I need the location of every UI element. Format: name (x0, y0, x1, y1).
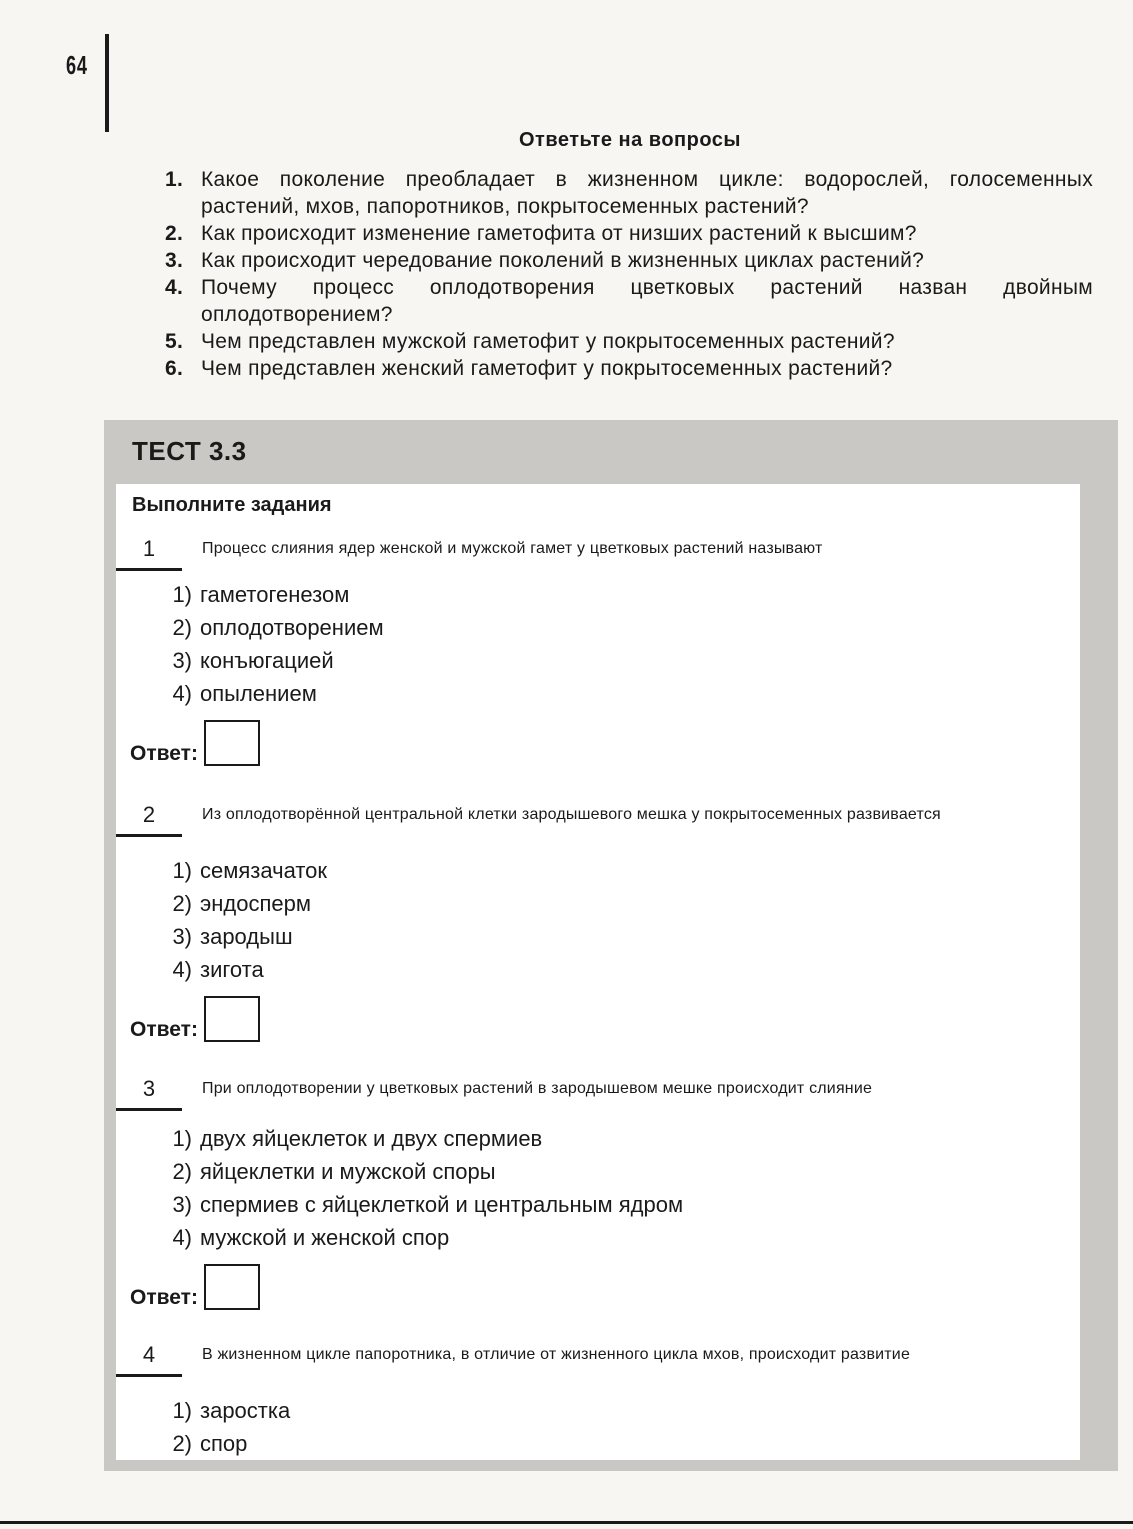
option-number: 4) (172, 1225, 192, 1250)
bottom-rule (0, 1521, 1133, 1524)
question-item (165, 328, 1093, 355)
answer-row (130, 1264, 260, 1310)
option-text: оплодотворением (200, 615, 384, 640)
question-text: Как происходит чередование поколений в жизненных циклах растений? (201, 249, 925, 272)
answer-option[interactable] (156, 1155, 683, 1188)
option-text: эндосперм (200, 891, 311, 916)
question-item (165, 166, 1093, 220)
option-number: 3) (172, 1192, 192, 1217)
question-item (165, 274, 1093, 328)
task-1-options (156, 578, 384, 710)
question-number: 1. (165, 168, 184, 191)
option-text: мужской и женской спор (200, 1225, 450, 1250)
option-text: гаметогенезом (200, 582, 350, 607)
task-number: 4 (116, 1342, 182, 1377)
question-text: Чем представлен мужской гаметофит у покрытосеменных растений? (201, 330, 895, 353)
task-3-options (156, 1122, 683, 1254)
answer-box[interactable] (204, 1264, 260, 1310)
answer-row (130, 720, 260, 766)
option-number: 1) (172, 1126, 192, 1151)
question-number: 6. (165, 357, 184, 380)
answer-box[interactable] (204, 720, 260, 766)
option-text: заростка (200, 1398, 291, 1423)
option-number: 2) (172, 1159, 192, 1184)
task-number: 2 (116, 802, 182, 837)
question-number: 4. (165, 276, 184, 299)
answer-label: Ответ: (130, 742, 198, 765)
answer-option[interactable] (156, 1427, 290, 1460)
answer-box[interactable] (204, 996, 260, 1042)
answer-option[interactable] (156, 644, 384, 677)
option-text: яйцеклетки и мужской споры (200, 1159, 496, 1184)
answer-option[interactable] (156, 677, 384, 710)
question-number: 5. (165, 330, 184, 353)
option-text: зародыш (200, 924, 293, 949)
task-question: В жизненном цикле папоротника, в отличие от жизненного цикла мхов, происходит развитие (202, 1346, 911, 1363)
question-item (165, 247, 1093, 274)
option-number: 2) (172, 891, 192, 916)
question-number: 2. (165, 222, 184, 245)
question-text: Как происходит изменение гаметофита от низших растений к высшим? (201, 222, 917, 245)
answer-label: Ответ: (130, 1018, 198, 1041)
option-text: двух яйцеклеток и двух спермиев (200, 1126, 543, 1151)
task-question: При оплодотворении у цветковых растений в зародышевом мешке происходит слияние (202, 1080, 873, 1097)
task-number: 1 (116, 536, 182, 571)
task-4-options (156, 1394, 290, 1460)
question-number: 3. (165, 249, 184, 272)
task-question: Процесс слияния ядер женской и мужской гамет у цветковых растений называют (202, 540, 823, 557)
option-number: 3) (172, 924, 192, 949)
answer-option[interactable] (156, 1394, 290, 1427)
answer-option[interactable] (156, 854, 327, 887)
option-number: 2) (172, 1431, 192, 1456)
question-item (165, 355, 1093, 382)
test-title: ТЕСТ 3.3 (132, 436, 247, 466)
option-text: конъюгацией (200, 648, 334, 673)
test-panel (104, 420, 1118, 1471)
answer-option[interactable] (156, 887, 327, 920)
answer-option[interactable] (156, 578, 384, 611)
margin-rule (105, 34, 109, 132)
question-item (165, 220, 1093, 247)
question-text: Почему процесс оплодотворения цветковых растений назван двойным оплодотворением? (201, 276, 1093, 326)
questions-list (165, 166, 1093, 382)
option-text: спермиев с яйцеклеткой и центральным ядром (200, 1192, 684, 1217)
option-text: спор (200, 1431, 248, 1456)
option-number: 1) (172, 858, 192, 883)
answer-option[interactable] (156, 1122, 683, 1155)
task-question: Из оплодотворённой центральной клетки зародышевого мешка у покрытосеменных развивается (202, 806, 941, 823)
option-text: семязачаток (200, 858, 328, 883)
task-2-options (156, 854, 327, 986)
answer-label: Ответ: (130, 1286, 198, 1309)
answer-option[interactable] (156, 611, 384, 644)
task-number: 3 (116, 1076, 182, 1111)
option-number: 2) (172, 615, 192, 640)
test-body (116, 484, 1080, 1460)
test-instruction: Выполните задания (132, 494, 332, 516)
answer-option[interactable] (156, 1188, 683, 1221)
option-number: 1) (172, 1398, 192, 1423)
answer-row (130, 996, 260, 1042)
option-number: 4) (172, 957, 192, 982)
option-text: опылением (200, 681, 317, 706)
answer-option[interactable] (156, 1221, 683, 1254)
answer-option[interactable] (156, 920, 327, 953)
page-number: 64 (66, 50, 88, 80)
answer-option[interactable] (156, 953, 327, 986)
option-number: 3) (172, 648, 192, 673)
option-number: 1) (172, 582, 192, 607)
option-text: зигота (200, 957, 264, 982)
question-text: Чем представлен женский гаметофит у покрытосеменных растений? (201, 357, 893, 380)
questions-heading: Ответьте на вопросы (518, 129, 741, 151)
question-text: Какое поколение преобладает в жизненном цикле: водорослей, голосеменных растений, мхов, папоротников, покрытосеменных растений? (201, 168, 1093, 218)
option-number: 4) (172, 681, 192, 706)
